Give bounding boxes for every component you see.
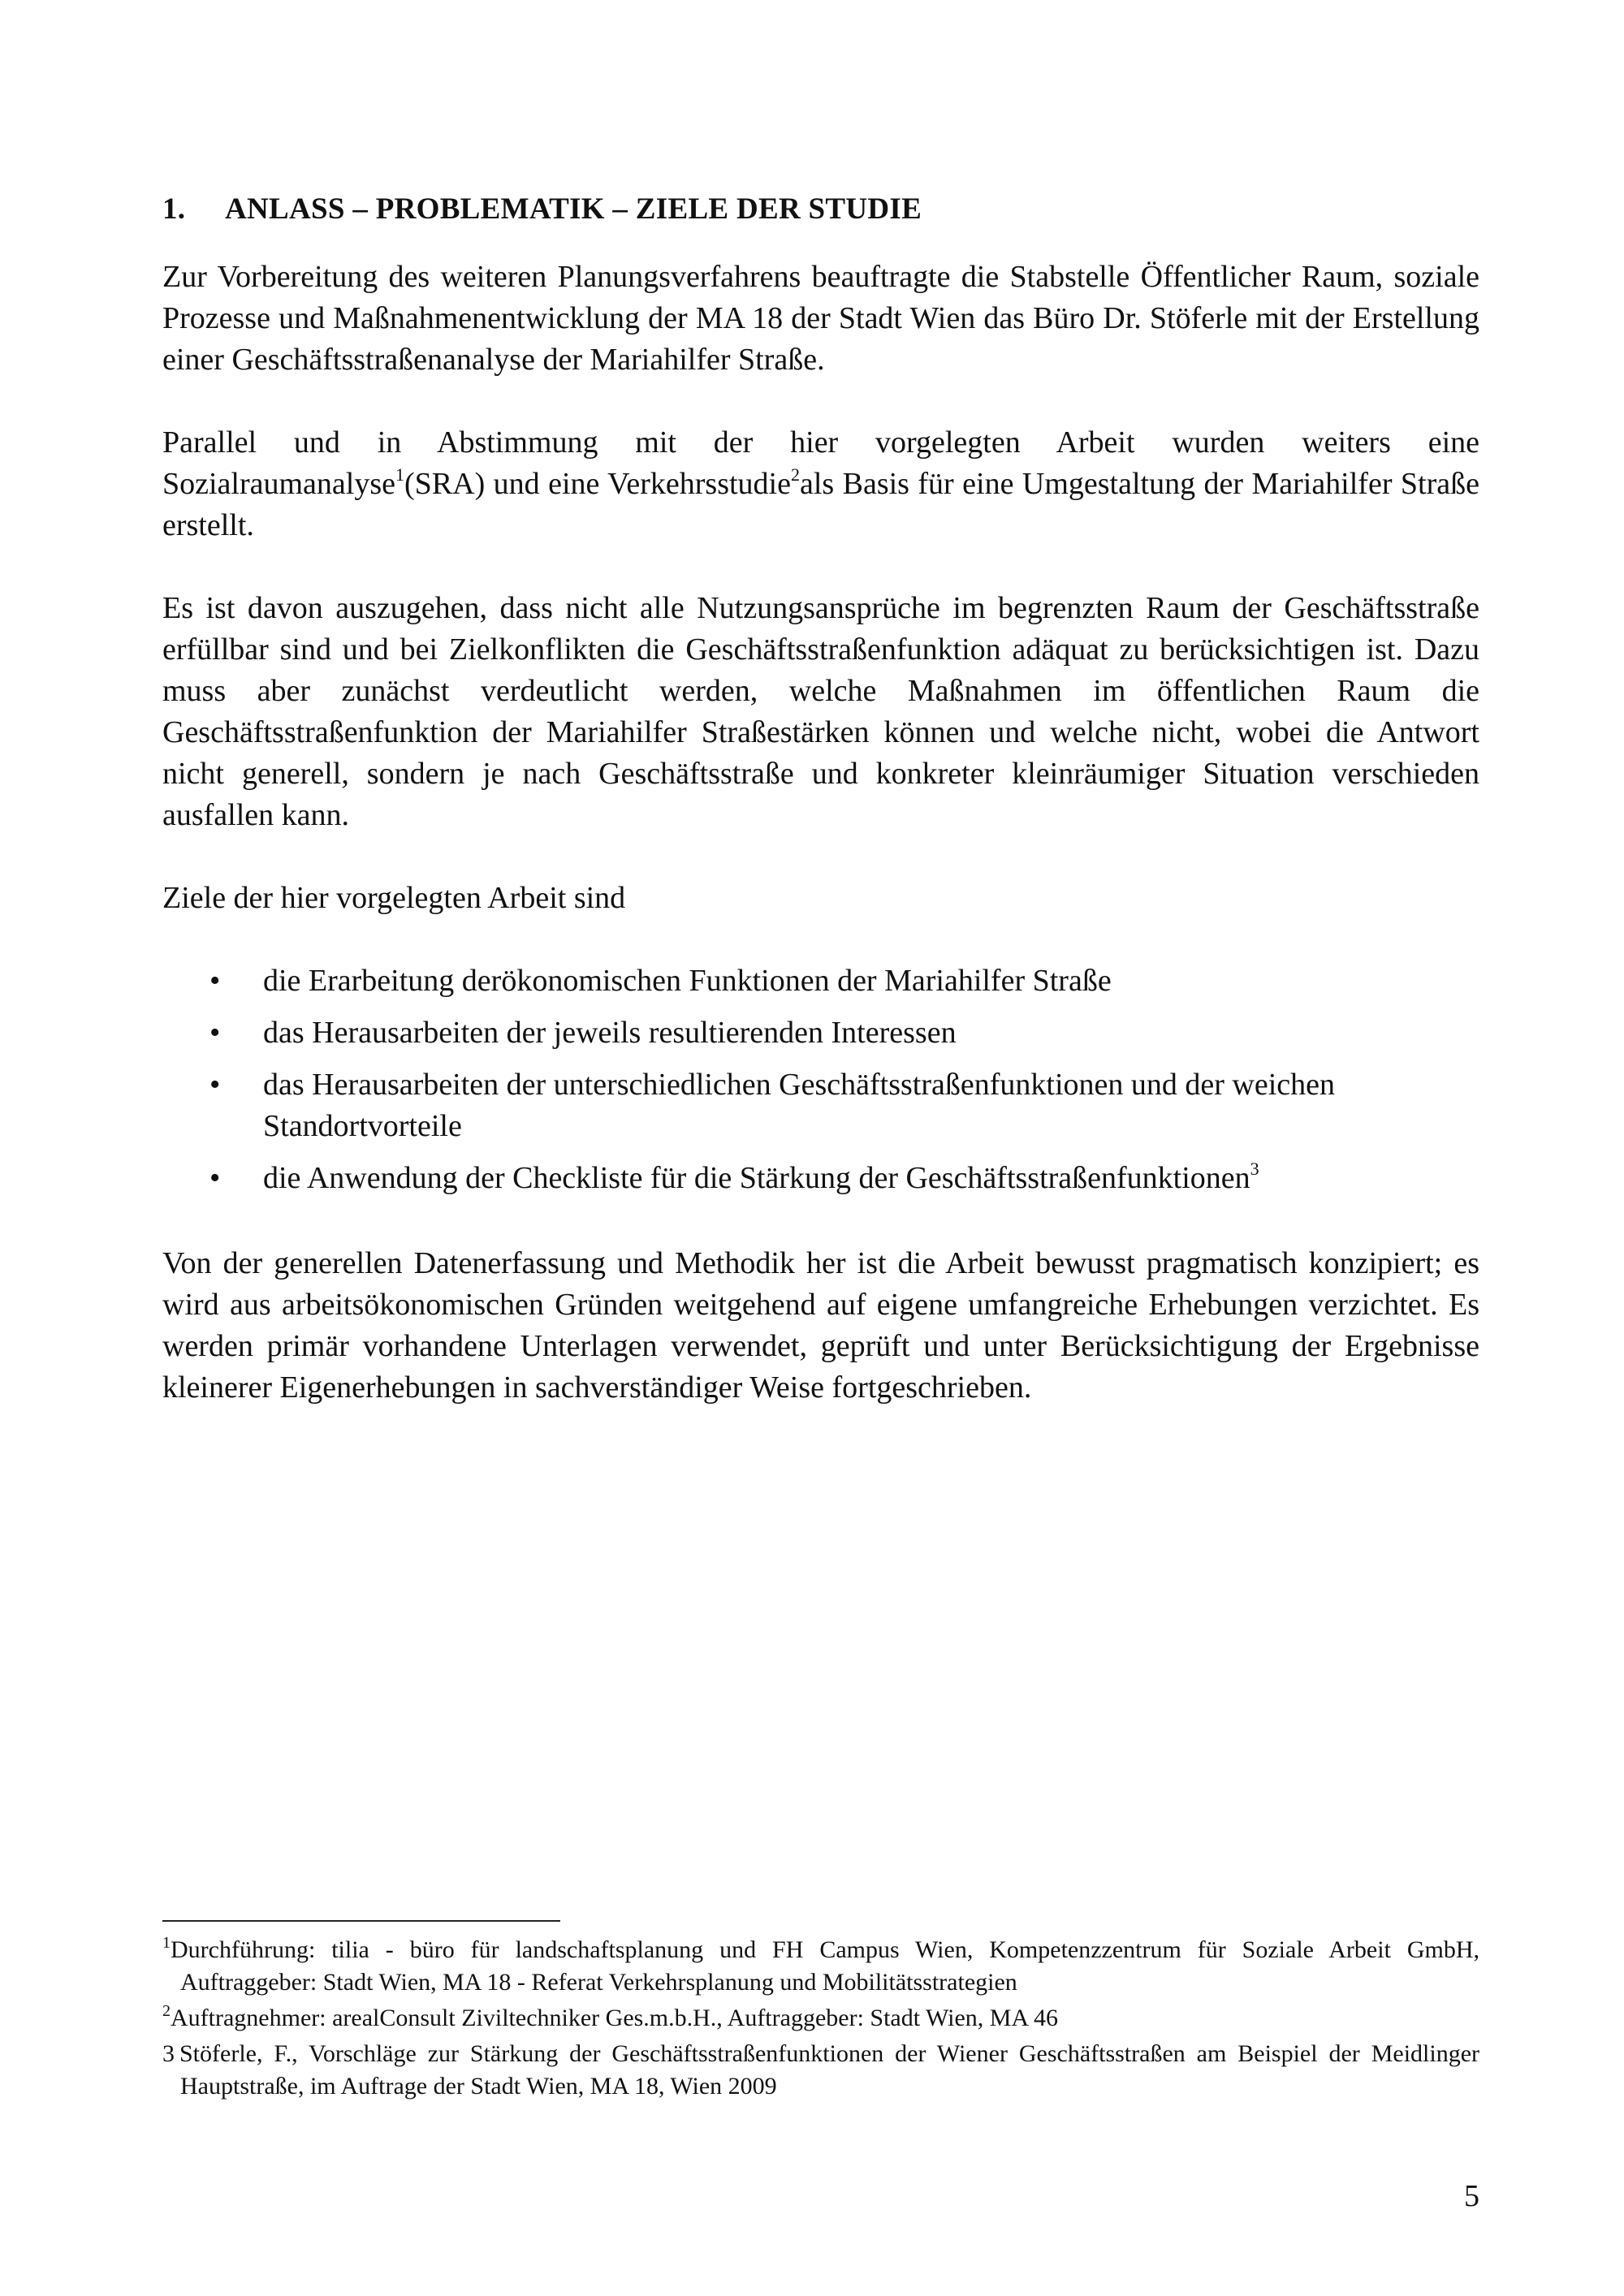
footnotes [162,1934,1479,2106]
footnote-ref-1: 1 [395,464,405,485]
footnote-3 [162,2038,1479,2103]
footnote-ref-2: 2 [790,464,800,485]
page-number: 5 [1464,2179,1479,2213]
paragraph-3: Es ist davon auszugehen, dass nicht alle Nutzungsansprüche im begrenzten Raum der Geschäftsstraße erfüllbar sind und bei Zielkonflikten die Geschäftsstraßenfunktion adäquat zu berücksichtigen ist. Dazu muss aber zunächst verdeutlicht werden, welche Maßnahmen im öffentlichen Raum die Geschäftsstraßenfunktion der Mariahilfer Straßestärken können und welche nicht, wobei die Antwort nicht generell, sondern je nach Geschäftsstraße und konkreter kleinräumiger Situation verschieden ausfallen kann. [162,591,1479,832]
footnote-text: Durchführung: tilia - büro für landschaftsplanung und FH Campus Wien, Kompetenzzentrum für Soziale Arbeit GmbH, Auftraggeber: Stadt Wien, MA 18 - Referat Verkehrsplanung und Mobilitätsstrategien [171,1936,1479,1996]
list-item [162,960,1479,1002]
list-item [162,1012,1479,1054]
section-title: ANLASS – PROBLEMATIK – ZIELE DER STUDIE [225,192,922,226]
paragraph-2-part-c: als Basis für eine Umgestaltung der Mariahilfer Straße erstellt. [162,467,1479,542]
list-item-text: das Herausarbeiten der unterschiedlichen Geschäftsstraßenfunktionen und der weichen Standortvorteile [263,1068,1335,1143]
bullet-icon: • [209,1016,221,1050]
paragraph-2-part-b: (SRA) und eine Verkehrsstudie [404,467,791,501]
list-item [162,1158,1479,1199]
footnote-ref-3: 3 [1250,1159,1259,1179]
list-item-text: die Erarbeitung derökonomischen Funktionen der Mariahilfer Straße [263,964,1112,998]
footnote-2 [162,2002,1479,2035]
list-item-text: das Herausarbeiten der jeweils resultierenden Interessen [263,1016,957,1050]
paragraph-2-part-a: Parallel und in Abstimmung mit der hier vorgelegten Arbeit wurden weiters eine Sozialraumanalyse [162,425,1479,501]
list-item [162,1064,1479,1147]
paragraph-1: Zur Vorbereitung des weiteren Planungsverfahrens beauftragte die Stabstelle Öffentlicher Raum, soziale Prozesse und Maßnahmenentwicklung der MA 18 der Stadt Wien das Büro Dr. Stöferle mit der Erstellung einer Geschäftsstraßenanalyse der Mariahilfer Straße. [162,260,1479,377]
paragraph-5: Von der generellen Datenerfassung und Methodik her ist die Arbeit bewusst pragmatisch konzipiert; es wird aus arbeitsökonomischen Gründen weitgehend auf eigene umfangreiche Erhebungen verzichtet. Es werden primär vorhandene Unterlagen verwendet, geprüft und unter Berücksichtigung der Ergebnisse kleinerer Eigenerhebungen in sachverständiger Weise fortgeschrieben. [162,1246,1479,1405]
paragraph-2 [162,422,1479,546]
footnote-marker: 2 [162,2002,171,2020]
bullet-icon: • [209,964,221,998]
footnote-separator [162,1920,560,1922]
footnote-marker: 1 [162,1934,171,1952]
section-number: 1. [162,192,186,226]
list-item-text: die Anwendung der Checkliste für die Stärkung der Geschäftsstraßenfunktionen [263,1161,1250,1195]
main-content [162,188,1479,1450]
goals-list [162,960,1479,1199]
footnote-1 [162,1934,1479,1999]
section-heading [162,188,1479,231]
bullet-icon: • [209,1068,221,1102]
bullet-icon: • [209,1161,221,1195]
footnote-text: Stöferle, F., Vorschläge zur Stärkung der Geschäftsstraßenfunktionen der Wiener Geschäftsstraßen am Beispiel der Meidlinger Hauptstraße, im Auftrage der Stadt Wien, MA 18, Wien 2009 [179,2040,1479,2100]
footnote-text: Auftragnehmer: arealConsult Ziviltechniker Ges.m.b.H., Auftraggeber: Stadt Wien, MA 46 [171,2005,1058,2031]
footnote-marker: 3 [162,2040,175,2067]
paragraph-4: Ziele der hier vorgelegten Arbeit sind [162,881,626,915]
